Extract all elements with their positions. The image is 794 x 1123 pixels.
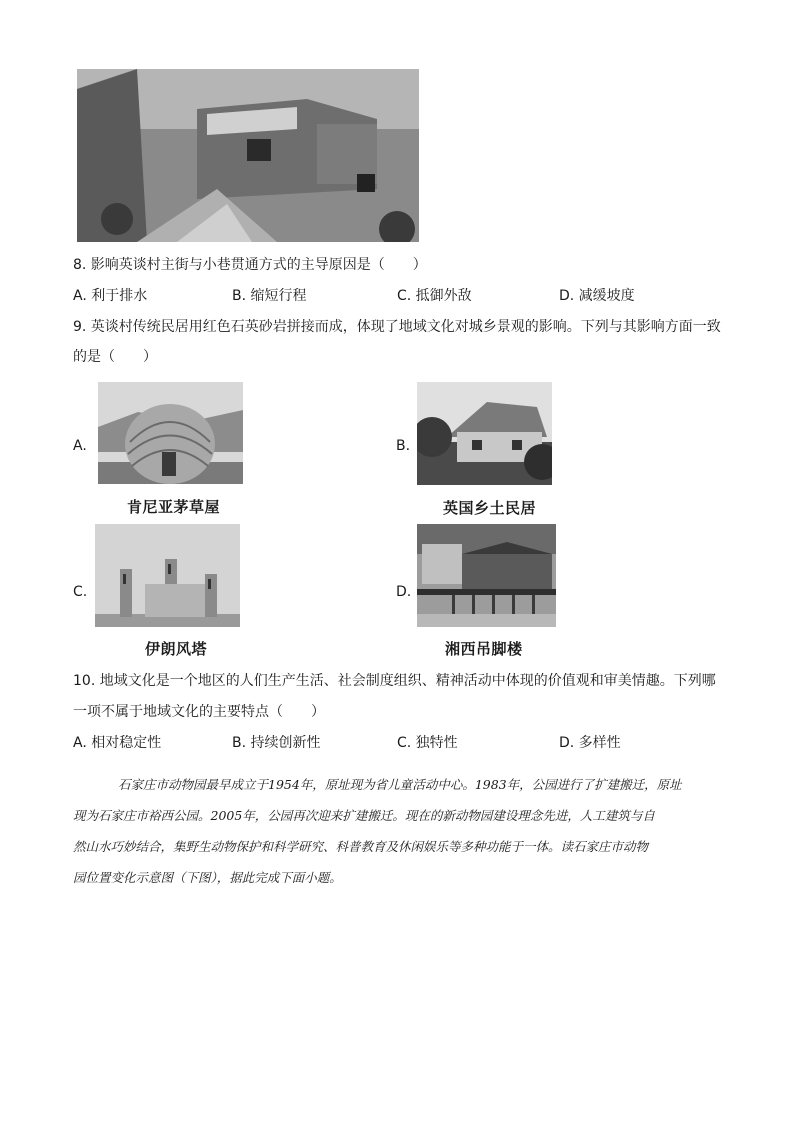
- q9-option-c-letter[interactable]: C.: [73, 584, 88, 600]
- kenya-thatched-hut-photo[interactable]: [98, 382, 243, 484]
- q10-stem-line1: 10. 地域文化是一个地区的人们生产生活、社会制度组织、精神活动中体现的价值观和审美情趣。下列哪: [73, 673, 716, 689]
- passage-line-4: 园位置变化示意图（下图），据此完成下面小题。: [73, 870, 342, 885]
- q8-option-d[interactable]: D. 减缓坡度: [559, 288, 635, 304]
- passage-line-2: 现为石家庄市裕西公园。2005年，公园再次迎来扩建搬迁。现在的新动物园建设理念先进，人工建筑与自: [73, 808, 655, 823]
- q8-stem: 8. 影响英谈村主街与小巷贯通方式的主导原因是（ ）: [73, 257, 427, 273]
- q10-option-b[interactable]: B. 持续创新性: [232, 735, 321, 751]
- xiangxi-stilt-house-photo[interactable]: [417, 524, 556, 627]
- q9-option-d-caption: 湘西吊脚楼: [445, 640, 523, 658]
- q9-stem-line2: 的是（ ）: [73, 349, 157, 365]
- q9-option-c-caption: 伊朗风塔: [145, 640, 208, 658]
- q9-option-b-letter[interactable]: B.: [396, 438, 411, 454]
- english-cottage-photo[interactable]: [417, 382, 552, 485]
- village-lane-photo: [77, 69, 419, 242]
- passage-line-3: 然山水巧妙结合，集野生动物保护和科学研究、科普教育及休闲娱乐等多种功能于一体。读石家庄市动物: [73, 839, 649, 854]
- q8-option-b[interactable]: B. 缩短行程: [232, 288, 307, 304]
- iran-windcatcher-photo[interactable]: [95, 524, 240, 627]
- q9-option-a-caption: 肯尼亚茅草屋: [127, 498, 221, 516]
- q9-option-b-caption: 英国乡土民居: [443, 499, 537, 517]
- q9-option-d-letter[interactable]: D.: [396, 584, 412, 600]
- q9-option-a-letter[interactable]: A.: [73, 438, 87, 454]
- passage-line-1: 石家庄市动物园最早成立于1954年，原址现为省儿童活动中心。1983年，公园进行了扩建搬迁，原址: [118, 777, 682, 792]
- q10-stem-line2: 一项不属于地域文化的主要特点（ ）: [73, 704, 325, 720]
- q10-option-c[interactable]: C. 独特性: [397, 735, 458, 751]
- q8-option-c[interactable]: C. 抵御外敌: [397, 288, 472, 304]
- q10-option-a[interactable]: A. 相对稳定性: [73, 735, 162, 751]
- q8-option-a[interactable]: A. 利于排水: [73, 288, 148, 304]
- q9-stem-line1: 9. 英谈村传统民居用红色石英砂岩拼接而成，体现了地域文化对城乡景观的影响。下列与其影响方面一致: [73, 319, 721, 335]
- q10-option-d[interactable]: D. 多样性: [559, 735, 621, 751]
